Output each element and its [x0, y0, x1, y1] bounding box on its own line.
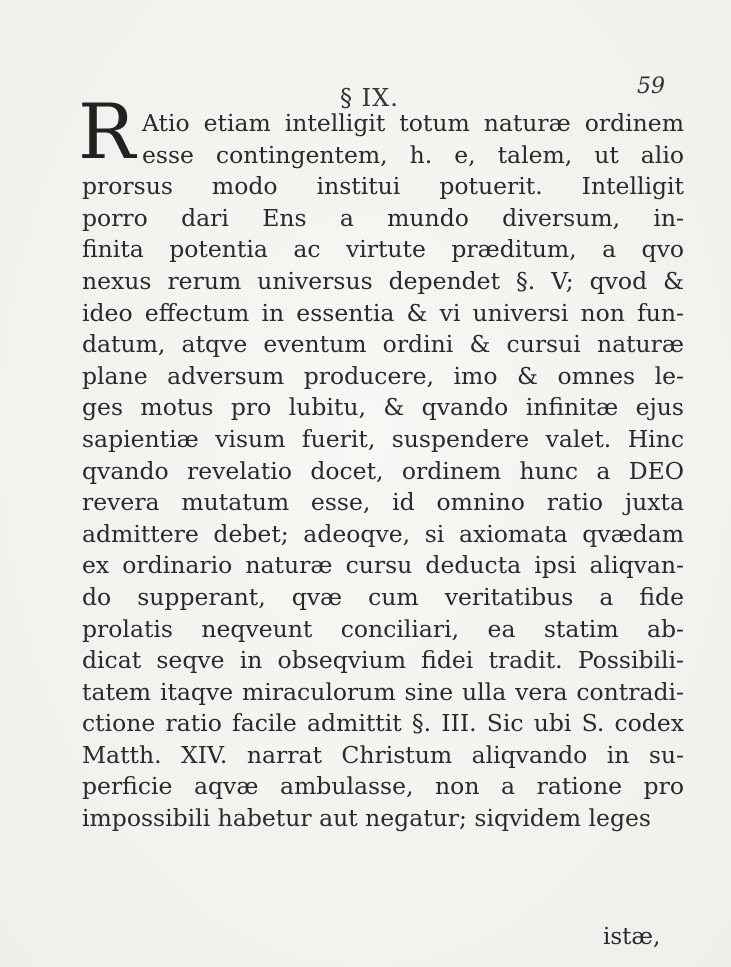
text-line: impossibili habetur aut negatur; siqvidem leges [82, 804, 651, 833]
body-text [82, 108, 684, 835]
text-line: datum, atqve eventum ordini & cursui naturæ [82, 330, 684, 359]
text-line: ctione ratio facile admittit §. III. Sic ubi S. codex [82, 709, 684, 738]
text-line: Matth. XIV. narrat Christum aliqvando in su- [82, 740, 684, 769]
text-line: prolatis neqveunt conciliari, ea statim ab- [82, 614, 684, 643]
text-line: do supperant, qvæ cum veritatibus a fide [82, 582, 684, 611]
text-line: tatem itaqve miraculorum sine ulla vera contradi- [82, 677, 684, 706]
text-line: esse contingentem, h. e, talem, ut alio [142, 140, 684, 169]
text-line: ges motus pro lubitu, & qvando infinitæ ejus [82, 393, 684, 422]
text-line: qvando revelatio docet, ordinem hunc a DEO [82, 456, 684, 485]
text-line: nexus rerum universus dependet §. V; qvod & [82, 266, 684, 295]
text-line: plane adversum producere, imo & omnes le- [82, 361, 684, 390]
drop-cap: R [78, 87, 136, 176]
page-number: 59 [637, 74, 665, 99]
text-line: ex ordinario naturæ cursu deducta ipsi aliqvan- [82, 551, 684, 580]
text-line: porro dari Ens a mundo diversum, in- [82, 203, 684, 232]
section-heading: § IX. [340, 84, 399, 112]
text-line: ideo effectum in essentia & vi universi non fun- [82, 298, 684, 327]
text-line: revera mutatum esse, id omnino ratio juxta [82, 488, 684, 517]
text-line: finita potentia ac virtute præditum, a qvo [82, 235, 684, 264]
text-line: admittere debet; adeoqve, si axiomata qvædam [82, 519, 684, 548]
text-line: dicat seqve in obseqvium fidei tradit. Possibili- [82, 646, 684, 675]
catchword: istæ, [603, 924, 661, 950]
text-line: Atio etiam intelligit totum naturæ ordinem [142, 109, 684, 137]
text-line: prorsus modo institui potuerit. Intelligit [82, 172, 684, 201]
text-line: sapientiæ visum fuerit, suspendere valet. Hinc [82, 424, 684, 453]
text-line: perficie aqvæ ambulasse, non a ratione pro [82, 772, 684, 801]
